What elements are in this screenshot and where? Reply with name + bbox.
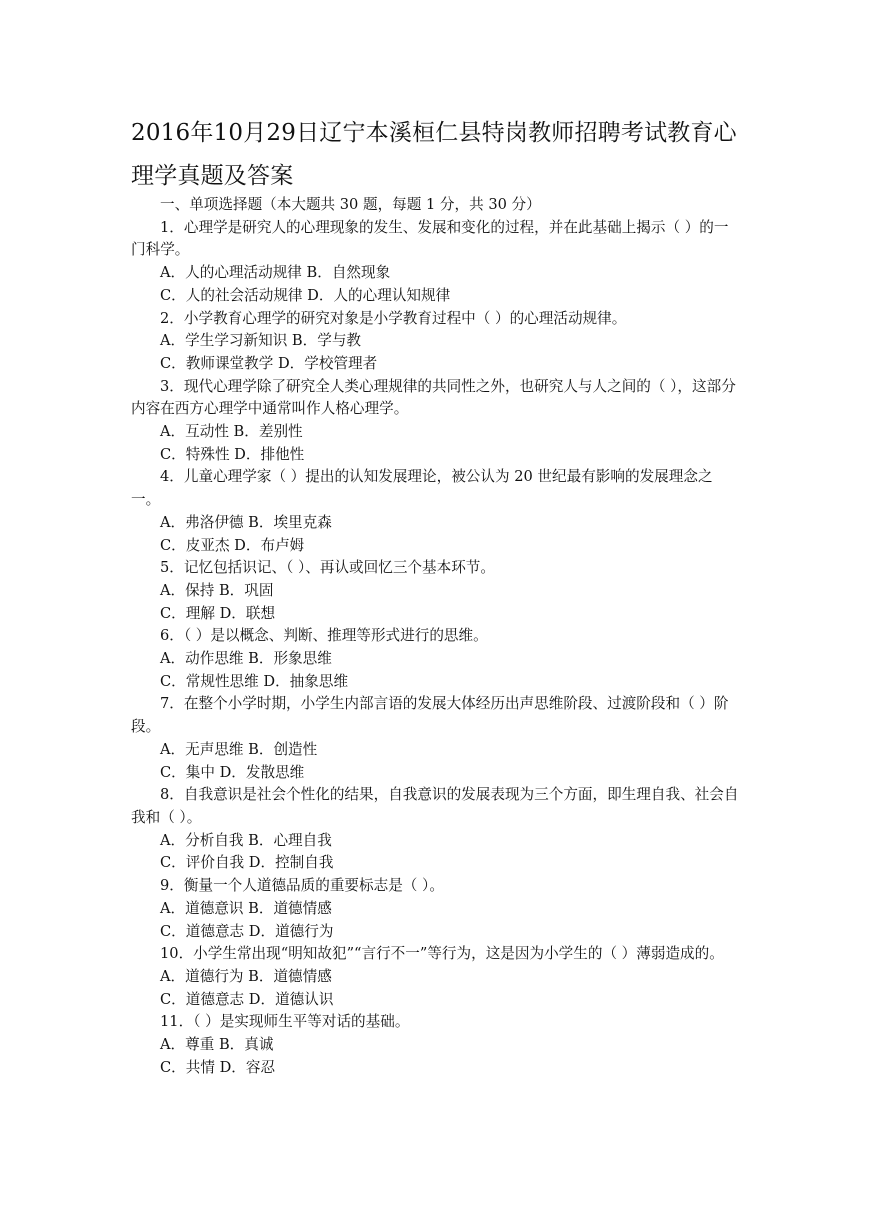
question-options: C．教师课堂教学 D．学校管理者 — [160, 354, 378, 372]
question-text: 10．小学生常出现“明知故犯”“言行不一”等行为，这是因为小学生的（ ）薄弱造成的。 — [160, 945, 724, 963]
question-item — [131, 625, 741, 693]
section-heading: 一、单项选择题（本大题共 30 题，每题 1 分，共 30 分） — [160, 196, 541, 213]
question-item — [131, 693, 741, 784]
question-options: A．动作思维 B．形象思维 — [160, 650, 332, 668]
question-text: 1．心理学是研究人的心理现象的发生、发展和变化的过程，并在此基础上揭示（ ）的一门科学。 — [131, 218, 729, 259]
question-options: A．人的心理活动规律 B．自然现象 — [160, 264, 391, 282]
question-text: 11．（ ）是实现师生平等对话的基础。 — [160, 1013, 410, 1031]
question-options: A．道德行为 B．道德情感 — [160, 967, 332, 985]
question-options: A．保持 B．巩固 — [160, 581, 274, 599]
question-options: C．特殊性 D．排他性 — [160, 445, 305, 463]
question-options: C．共情 D．容忍 — [160, 1058, 276, 1076]
question-options: A．道德意识 B．道德情感 — [160, 899, 332, 917]
question-text: 4．儿童心理学家（ ）提出的认知发展理论，被公认为 20 世纪最有影响的发展理念之一。 — [131, 468, 713, 509]
question-options: A．无声思维 B．创造性 — [160, 740, 318, 758]
question-options: C．人的社会活动规律 D．人的心理认知规律 — [160, 286, 451, 304]
question-text: 9．衡量一个人道德品质的重要标志是（ ）。 — [160, 877, 444, 895]
question-options: A．弗洛伊德 B．埃里克森 — [160, 513, 332, 531]
question-options: C．道德意志 D．道德行为 — [160, 922, 334, 940]
question-options: A．尊重 B．真诚 — [160, 1036, 274, 1054]
question-item — [131, 875, 741, 943]
question-options: A．分析自我 B．心理自我 — [160, 831, 332, 849]
question-options: C．道德意志 D．道德认识 — [160, 990, 334, 1008]
question-options: A．学生学习新知识 B．学与教 — [160, 332, 362, 350]
question-options: C．理解 D．联想 — [160, 604, 276, 622]
question-text: 3．现代心理学除了研究全人类心理规律的共同性之外，也研究人与人之间的（ ），这部分内容在西方心理学中通常叫作人格心理学。 — [131, 377, 736, 418]
question-text: 6．（ ）是以概念、判断、推理等形式进行的思维。 — [160, 627, 488, 645]
question-options: C．常规性思维 D．抽象思维 — [160, 672, 349, 690]
question-options: C．皮亚杰 D．布卢姆 — [160, 536, 305, 554]
question-text: 5．记忆包括识记、（ ）、再认或回忆三个基本环节。 — [160, 559, 495, 577]
question-item — [131, 217, 741, 308]
question-item — [131, 466, 741, 557]
question-item — [131, 784, 744, 875]
question-text: 8．自我意识是社会个性化的结果，自我意识的发展表现为三个方面，即生理自我、社会自 我和（ ）。 — [131, 786, 744, 826]
question-item — [131, 557, 741, 625]
question-item — [131, 1011, 741, 1079]
document-title: 2016年10月29日辽宁本溪桓仁县特岗教师招聘考试教育心理学真题及答案 — [131, 120, 737, 189]
question-section — [131, 194, 744, 1079]
question-item — [131, 376, 741, 467]
question-item — [131, 308, 741, 376]
question-text: 7．在整个小学时期，小学生内部言语的发展大体经历出声思维阶段、过渡阶段和（ ）阶段。 — [131, 695, 729, 736]
question-options: C．评价自我 D．控制自我 — [160, 854, 334, 872]
question-item — [131, 943, 741, 1011]
question-options: C．集中 D．发散思维 — [160, 763, 305, 781]
question-text: 2．小学教育心理学的研究对象是小学教育过程中（ ）的心理活动规律。 — [160, 309, 627, 327]
question-options: A．互动性 B．差别性 — [160, 423, 303, 441]
